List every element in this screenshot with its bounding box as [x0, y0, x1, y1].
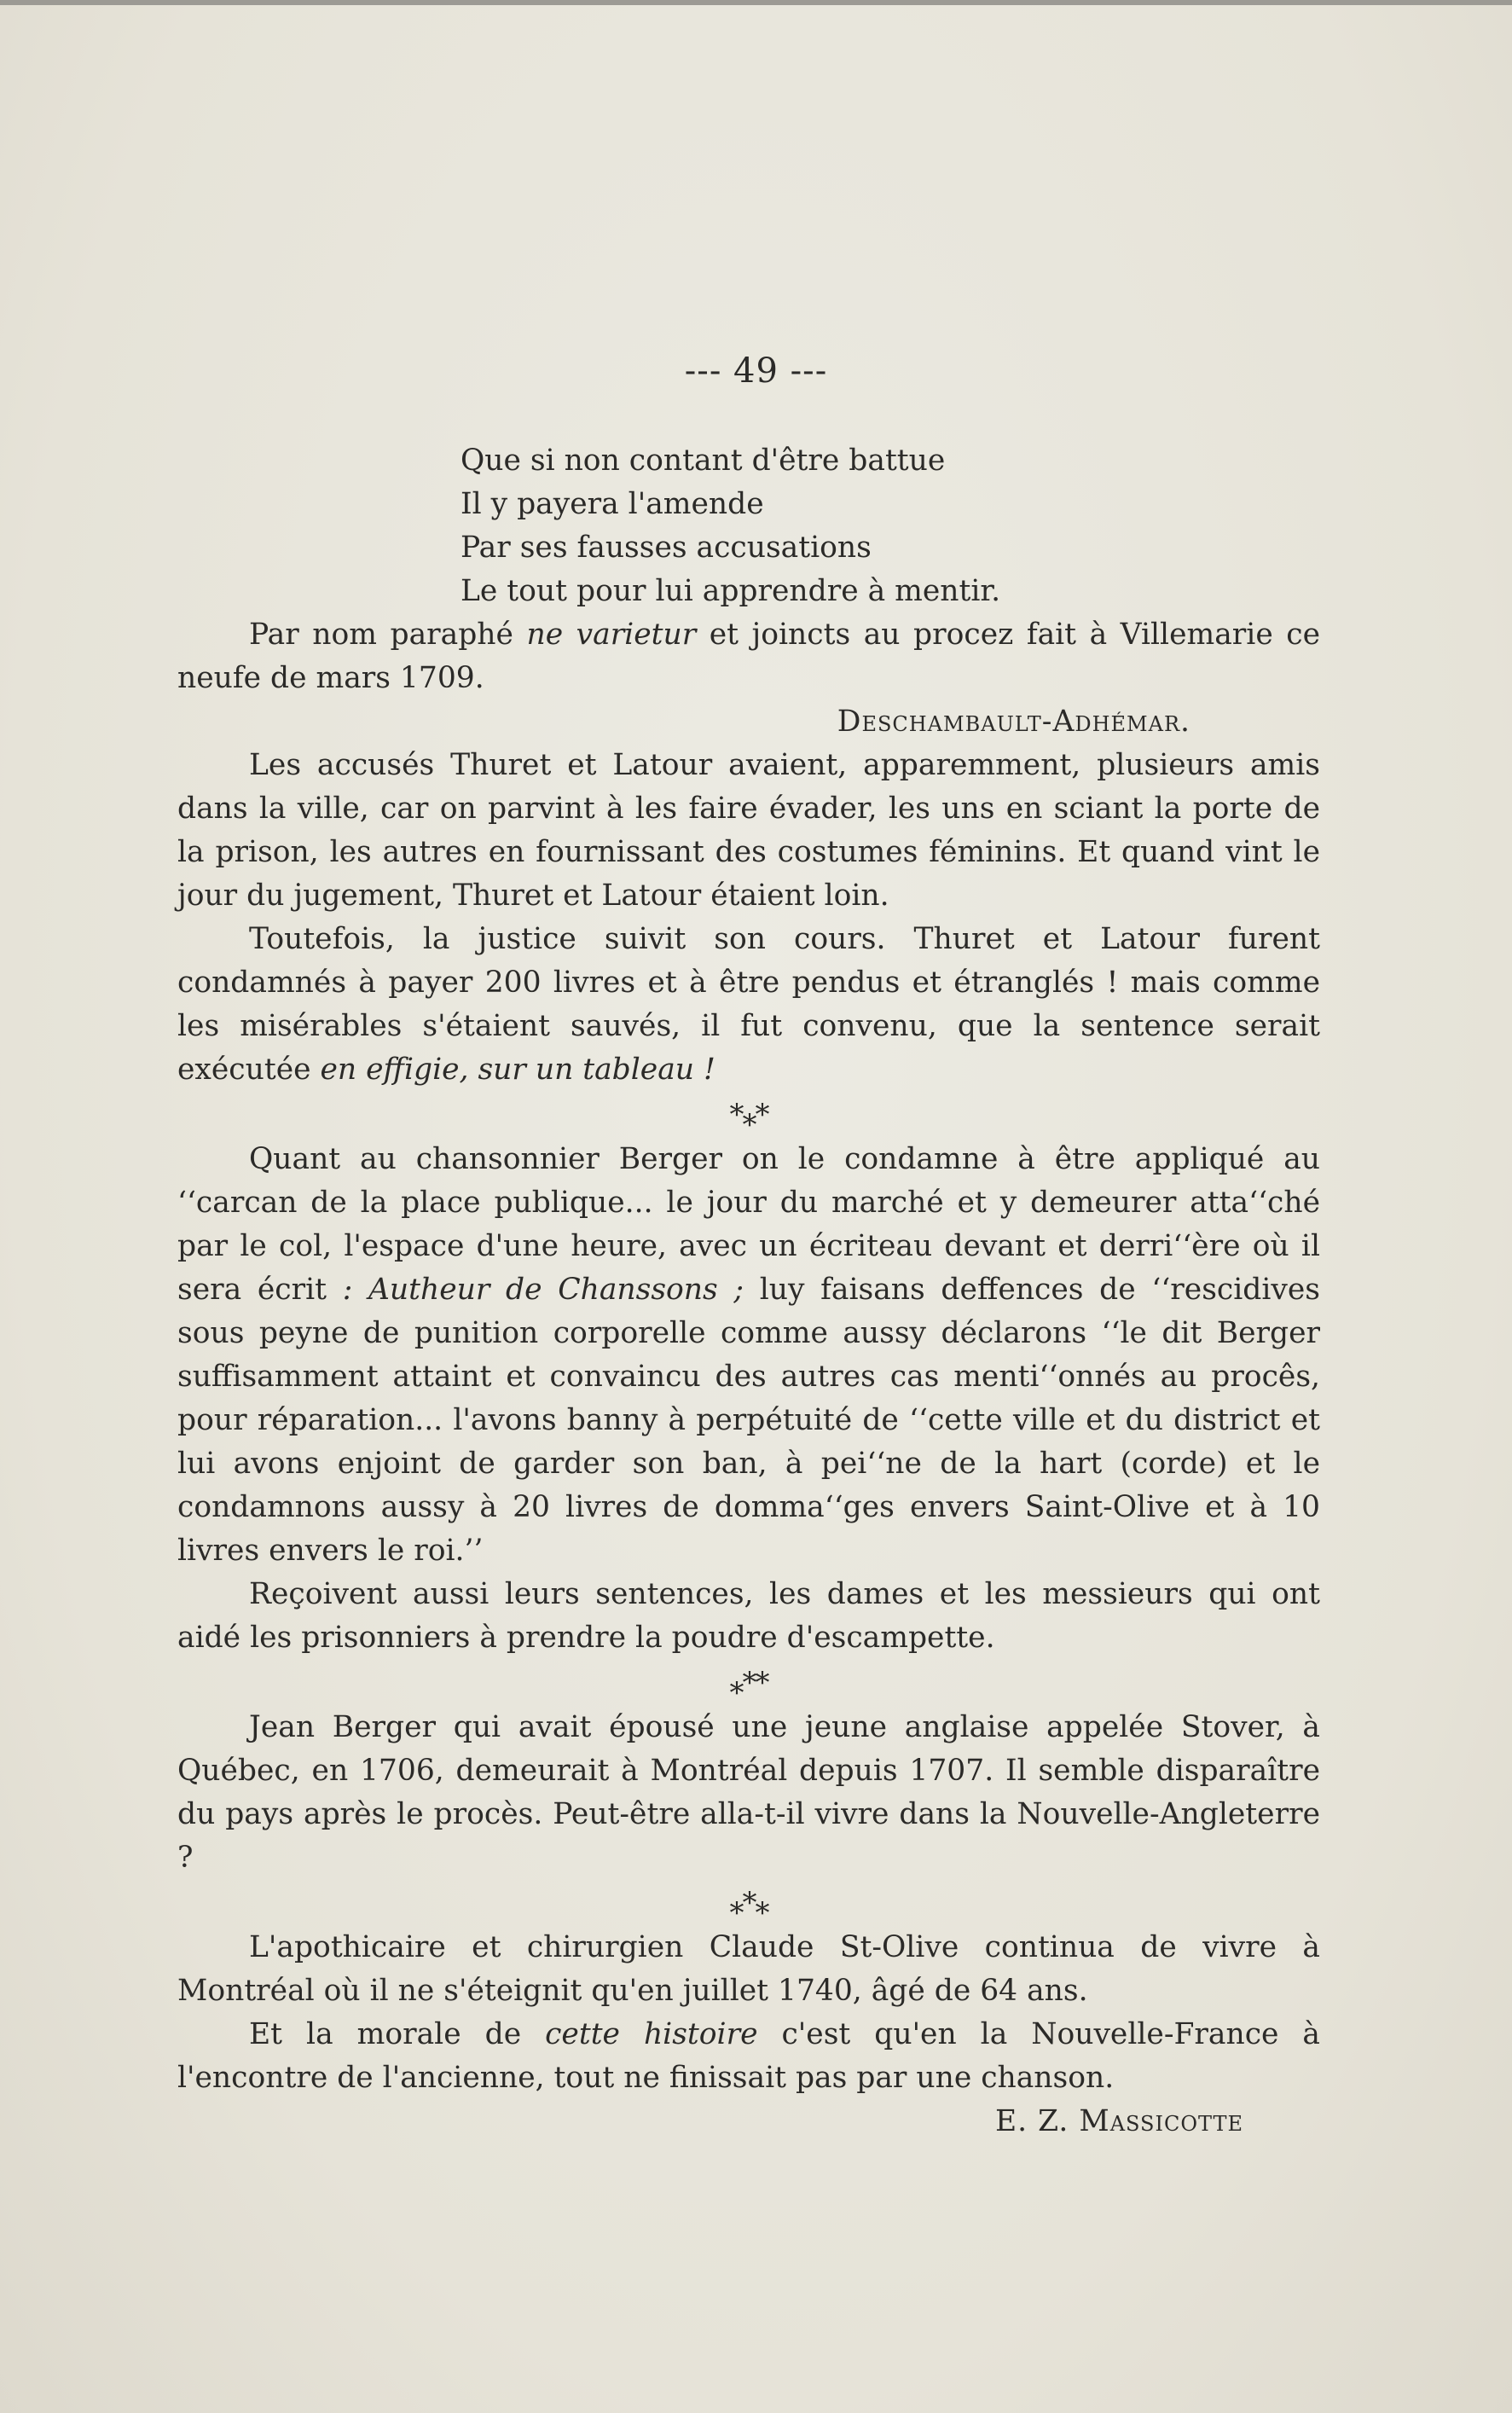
signature-massicotte: E. Z. Massicotte	[994, 2104, 1243, 2138]
section-divider-asterism: ***	[729, 1666, 768, 1710]
poem-line: Le tout pour lui apprendre à mentir.	[461, 574, 1001, 608]
poem-line: Que si non contant d'être battue	[461, 444, 946, 478]
paragraph-st-olive: L'apothicaire et chirurgien Claude St-Olive continua de vivre à Montréal où il ne s'éteignit qu'en juillet 1740, âgé de 64 ans.	[177, 1930, 1320, 2008]
paragraph-paraphe: Par nom paraphé ne varietur et joincts au procez fait à Villemarie ce neufe de mars 1709.	[177, 618, 1321, 695]
text-column	[177, 439, 1320, 2143]
poem-line: Par ses fausses accusations	[461, 531, 872, 565]
latin-phrase: ne varietur	[526, 618, 697, 652]
paragraph-evasion: Les accusés Thuret et Latour avaient, apparemment, plusieurs amis dans la ville, car on parvint à les faire évader, les uns en sciant la porte de la prison, les autres en fournissant des costumes féminins. Et quand vint le jour du jugement, Thuret et Latour étaient loin.	[177, 748, 1320, 913]
effigy-phrase: en effigie, sur un tableau !	[320, 1053, 715, 1087]
story-phrase: cette histoire	[545, 2017, 758, 2051]
paragraph-jean-berger: Jean Berger qui avait épousé une jeune anglaise appelée Stover, à Québec, en 1706, demeurait à Montréal depuis 1707. Il semble disparaître du pays après le procès. Peut-être alla-t-il vivre dans la Nouvelle-Angleterre ?	[177, 1710, 1320, 1875]
poem	[461, 439, 1320, 613]
section-divider-asterism: ***	[729, 1886, 768, 1930]
paragraph-berger-sentence: Quant au chansonnier Berger on le condamne à être appliqué au ‘‘carcan de la place publique... le jour du marché et y demeurer atta‘‘ché par le col, l'espace d'une heure, avec un écriteau devant et derri‘‘ère où il sera écrit : Autheur de Chanssons ; luy faisans deffences de ‘‘rescidives sous peyne de punition corporelle comme aussy déclarons ‘‘le dit Berger suffisamment attaint et convaincu des autres cas menti‘‘onnés au procês, pour réparation... l'avons banny à perpétuité de ‘‘cette ville et du district et lui avons enjoint de garder son ban, à pei‘‘ne de la hart (corde) et le condamnons aussy à 20 livres de domma‘‘ges envers Saint-Olive et à 10 livres envers le roi.’’	[177, 1142, 1320, 1568]
paragraph-moral: Et la morale de cette histoire c'est qu'en la Nouvelle-France à l'encontre de l'ancienne, tout ne finissait pas par une chanson.	[177, 2017, 1320, 2095]
poem-line: Il y payera l'amende	[461, 487, 764, 521]
page-top-edge	[0, 0, 1512, 5]
paragraph-sentence: Toutefois, la justice suivit son cours. Thuret et Latour furent condamnés à payer 200 livres et à être pendus et étranglés ! mais comme les misérables s'étaient sauvés, il fut convenu, que la sentence serait exécutée en effigie, sur un tableau !	[177, 922, 1320, 1087]
paragraph-accomplices: Reçoivent aussi leurs sentences, les dames et les messieurs qui ont aidé les prisonniers à prendre la poudre d'escampette.	[177, 1577, 1320, 1655]
section-divider-asterism: ***	[729, 1098, 768, 1142]
signature-deschambault: Deschambault-Adhémar.	[837, 705, 1190, 739]
page-number: --- 49 ---	[684, 351, 828, 391]
placard-text: : Autheur de Chanssons ;	[342, 1273, 744, 1307]
